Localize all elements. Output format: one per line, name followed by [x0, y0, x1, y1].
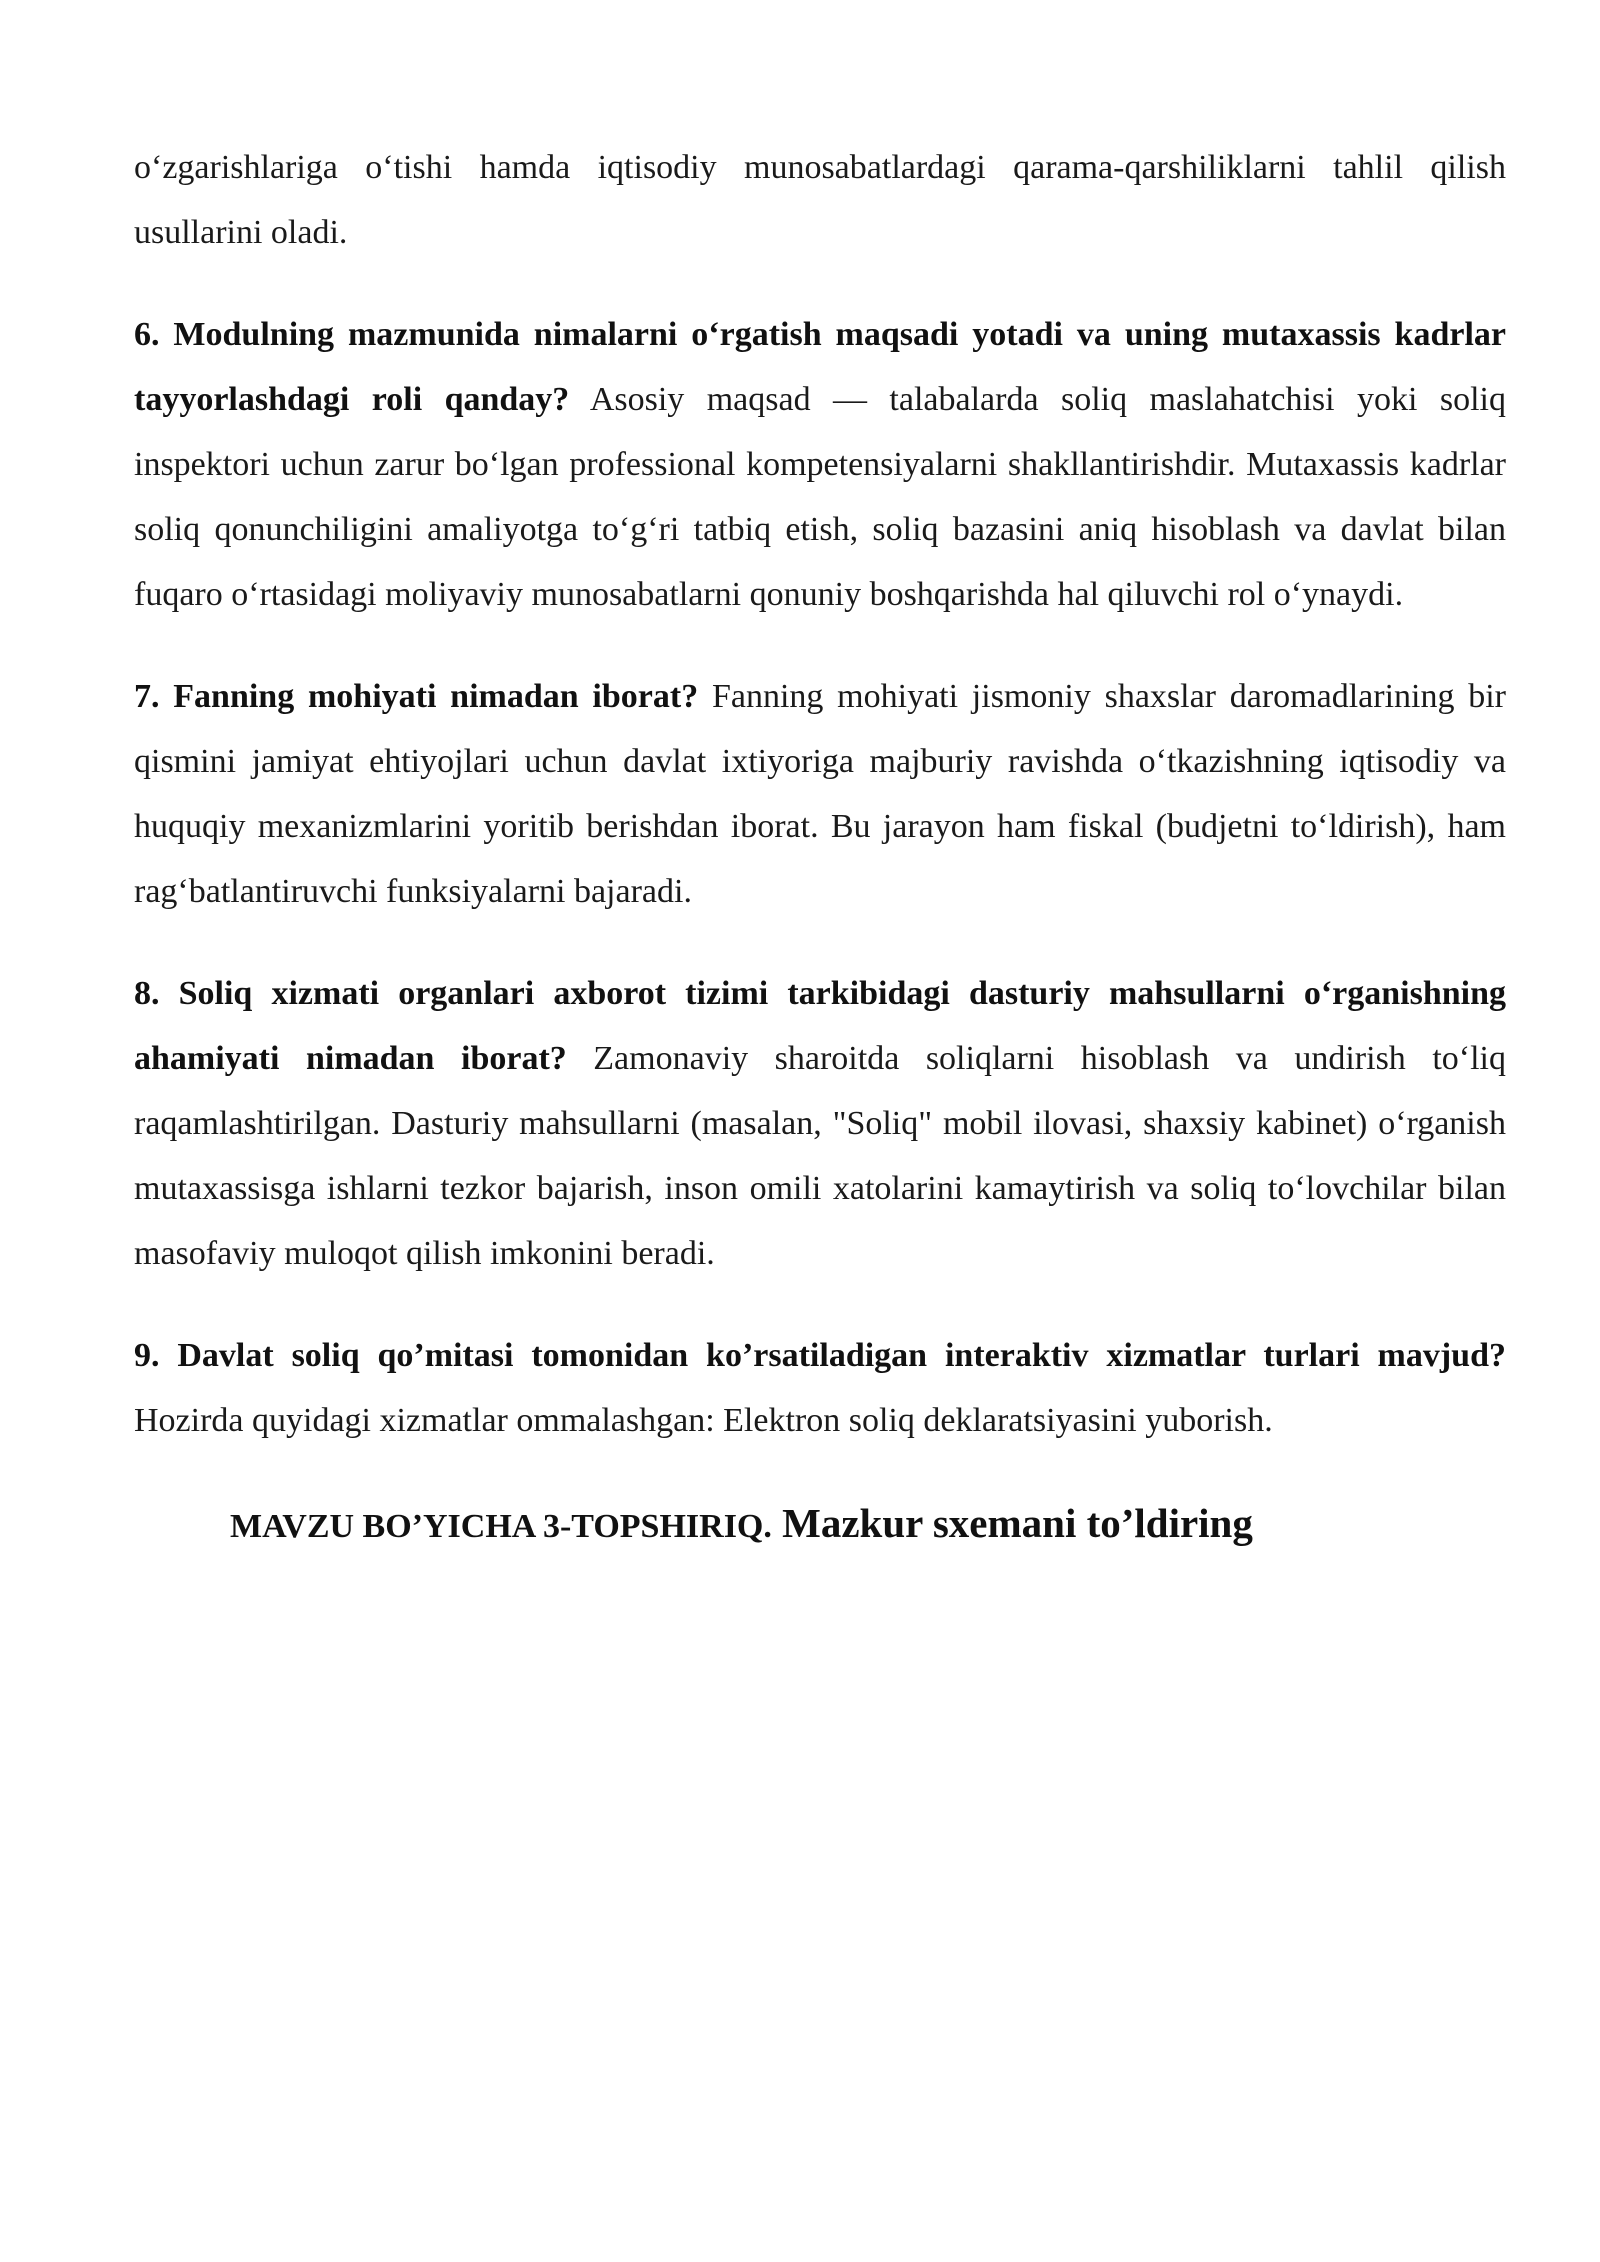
task-heading-lead: MAVZU BO’YICHA 3-TOPSHIRIQ.	[230, 1508, 772, 1545]
task-heading	[134, 1491, 1506, 1559]
question-6: 6. Modulning mazmunida nimalarni o‘rgatish maqsadi yotadi va uning mutaxassis kadrlar tayyorlashdagi roli qanday?	[134, 316, 1506, 418]
qa-item-7	[134, 664, 1506, 924]
answer-7: Fanning mohiyati jismoniy shaxslar daromadlarining bir qismini jamiyat ehtiyojlari uchun davlat ixtiyoriga majburiy ravishda o‘tkazishning iqtisodiy va huquqiy mexanizmlarini yoritib berishdan iborat. Bu jarayon ham fiskal (budjetni to‘ldirish), ham rag‘batlantiruvchi funksiyalarni bajaradi.	[134, 678, 1506, 910]
question-7: 7. Fanning mohiyati nimadan iborat?	[134, 678, 699, 715]
question-9: 9. Davlat soliq qo’mitasi tomonidan ko’rsatiladigan interaktiv xizmatlar turlari mavjud?	[134, 1337, 1506, 1374]
answer-6: Asosiy maqsad — talabalarda soliq maslahatchisi yoki soliq inspektori uchun zarur bo‘lgan professional kompetensiyalarni shakllantirishdir. Mutaxassis kadrlar soliq qonunchiligini amaliyotga to‘g‘ri tatbiq etish, soliq bazasini aniq hisoblash va davlat bilan fuqaro o‘rtasidagi moliyaviy munosabatlarni qonuniy boshqarishda hal qiluvchi rol o‘ynaydi.	[134, 381, 1506, 613]
qa-item-9	[134, 1323, 1506, 1453]
answer-9: Hozirda quyidagi xizmatlar ommalashgan: Elektron soliq deklaratsiyasini yuborish.	[134, 1402, 1273, 1439]
qa-item-8	[134, 961, 1506, 1286]
question-8: 8. Soliq xizmati organlari axborot tizimi tarkibidagi dasturiy mahsullarni o‘rganishning ahamiyati nimadan iborat?	[134, 975, 1506, 1077]
document-page	[134, 135, 1506, 1559]
intro-paragraph: o‘zgarishlariga o‘tishi hamda iqtisodiy munosabatlardagi qarama-qarshiliklarni tahlil qilish usullarini oladi.	[134, 149, 1506, 251]
task-heading-title: Mazkur sxemani to’ldiring	[771, 1500, 1253, 1546]
qa-item-6	[134, 302, 1506, 627]
answer-8: Zamonaviy sharoitda soliqlarni hisoblash va undirish to‘liq raqamlashtirilgan. Dasturiy mahsullarni (masalan, "Soliq" mobil ilovasi, shaxsiy kabinet) o‘rganish mutaxassisga ishlarni tezkor bajarish, inson omili xatolarini kamaytirish va soliq to‘lovchilar bilan masofaviy muloqot qilish imkonini beradi.	[134, 1040, 1506, 1272]
